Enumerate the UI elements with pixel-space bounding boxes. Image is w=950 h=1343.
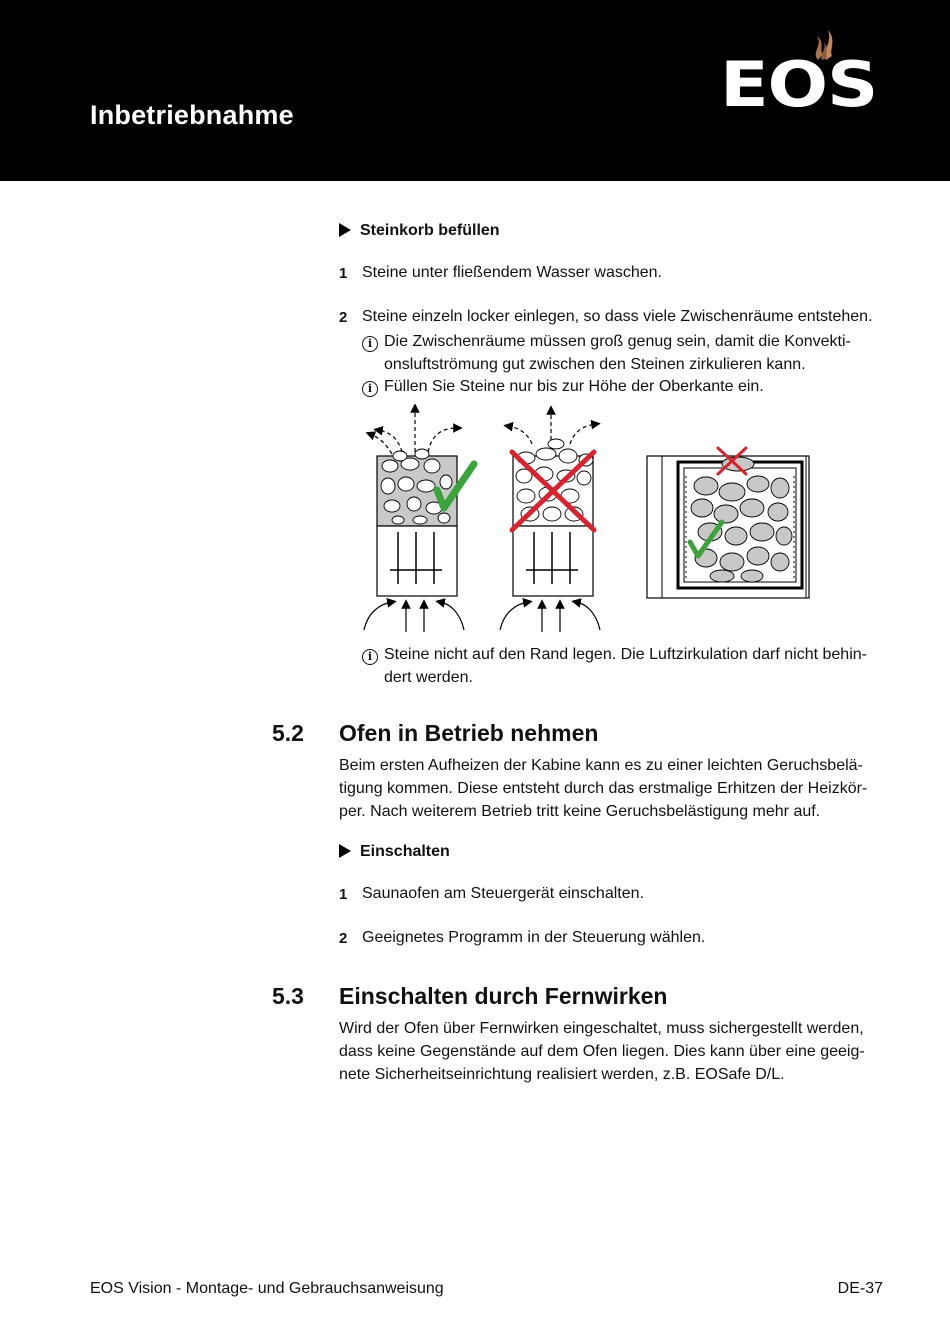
info-icon: i — [362, 649, 378, 665]
section-number: 5.2 — [272, 720, 304, 746]
page-title: Inbetriebnahme — [90, 100, 294, 130]
heater-wrong — [500, 410, 600, 632]
step-text: Geeignetes Programm in der Steuerung wählen. — [362, 929, 706, 946]
section-title: Einschalten durch Fernwirken — [339, 983, 668, 1009]
section-paragraph: Wird der Ofen über Fernwirken eingeschaltet, muss sichergestellt werden, dass keine Gegenstände auf dem Ofen liegen. Dies kann über eine geeig- nete Sicherheitseinrichtung realisiert werden, z.B. EOSafe D/L. — [339, 1020, 865, 1083]
step-heading-steinkorb: Steinkorb befüllen — [339, 222, 500, 240]
step-number: 1 — [339, 265, 348, 282]
play-arrow-icon — [339, 223, 351, 237]
step-text: Saunaofen am Steuergerät einschalten. — [362, 885, 644, 902]
section-paragraph: Beim ersten Aufheizen der Kabine kann es zu einer leichten Geruchsbelä- tigung kommen. Diese entsteht durch das erstmalige Erhitzen der Heizkör- per. Nach weiterem Betrieb tritt keine Geruchsbelästigung mehr auf. — [339, 757, 868, 820]
section-title: Ofen in Betrieb nehmen — [339, 720, 599, 746]
info-icon: i — [362, 381, 378, 397]
section-number: 5.3 — [272, 983, 304, 1009]
info-icon: i — [362, 336, 378, 352]
info-note: i Die Zwischenräume müssen groß genug sein, damit die Konvekti- onsluftströmung gut zwischen den Steinen zirkulieren kann. — [362, 330, 884, 376]
heater-front-view — [647, 448, 809, 598]
step-heading-einschalten: Einschalten — [339, 843, 450, 861]
step-number: 2 — [339, 309, 348, 326]
step-text: Steine einzeln locker einlegen, so dass viele Zwischenräume entstehen. — [362, 308, 873, 325]
heater-correct — [364, 408, 474, 632]
stone-filling-illustration — [360, 404, 820, 636]
play-arrow-icon — [339, 844, 351, 858]
eos-logo — [716, 24, 886, 121]
info-note: i Steine nicht auf den Rand legen. Die Luftzirkulation darf nicht behin- dert werden. — [362, 643, 884, 689]
step-text: Steine unter fließendem Wasser waschen. — [362, 264, 662, 281]
step-number: 2 — [339, 930, 348, 947]
logo-wordmark: EOS — [720, 48, 878, 121]
step-number: 1 — [339, 886, 348, 903]
info-note: i Füllen Sie Steine nur bis zur Höhe der Oberkante ein. — [362, 375, 884, 398]
footer-document-title: EOS Vision - Montage- und Gebrauchsanweisung — [90, 1280, 444, 1297]
footer-page-number: DE-37 — [837, 1280, 883, 1297]
page-header — [0, 0, 950, 181]
